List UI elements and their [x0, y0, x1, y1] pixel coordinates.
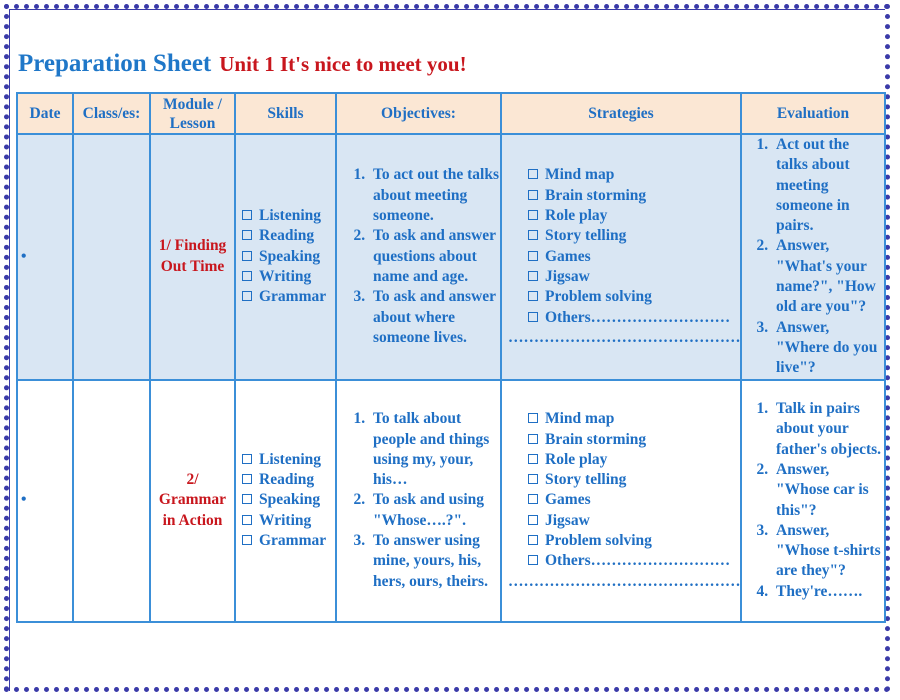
checkbox-icon[interactable]: [528, 555, 538, 565]
checkbox-icon[interactable]: [242, 454, 252, 464]
strategy-label: Jigsaw: [545, 511, 590, 529]
strategy-label: Others………………………: [545, 552, 731, 570]
objectives-cell: [336, 380, 501, 622]
strategy-blank-line: ………………………………………: [508, 328, 740, 346]
table-header-row: [17, 93, 885, 134]
checkbox-icon[interactable]: [242, 494, 252, 504]
strategy-item[interactable]: [528, 308, 740, 328]
skill-label: Grammar: [259, 532, 327, 549]
sheet-title: Preparation Sheet: [18, 50, 212, 77]
skill-label: Writing: [259, 267, 312, 285]
checkbox-icon[interactable]: [528, 312, 538, 322]
skills-cell: [235, 380, 336, 622]
checkbox-icon[interactable]: [528, 535, 538, 545]
strategy-item[interactable]: [528, 409, 740, 429]
strategy-item[interactable]: [528, 287, 740, 307]
objective-item: 1. To act out the talks about meeting someone.: [369, 165, 500, 226]
skill-item[interactable]: [242, 267, 335, 287]
skill-label: Writing: [259, 511, 312, 529]
strategy-item[interactable]: [528, 226, 740, 246]
strategy-label: Role play: [545, 207, 608, 225]
strategy-label: Story telling: [545, 471, 627, 489]
strategy-label: Problem solving: [545, 532, 652, 549]
checkbox-icon[interactable]: [242, 230, 252, 240]
objectives-cell: [336, 134, 501, 380]
evaluation-cell: [741, 380, 885, 622]
objective-item: 3. To answer using mine, yours, his, hers, ours, theirs.: [369, 531, 500, 592]
checkbox-icon[interactable]: [528, 474, 538, 484]
checkbox-icon[interactable]: [528, 271, 538, 281]
checkbox-icon[interactable]: [242, 474, 252, 484]
skill-label: Listening: [259, 450, 322, 468]
checkbox-icon[interactable]: [528, 169, 538, 179]
strategy-label: Mind map: [545, 166, 615, 184]
evaluation-item: 2. Answer, "Whose car is this"?: [772, 460, 884, 521]
strategy-item[interactable]: [528, 165, 740, 185]
col-header-objectives: Objectives:: [336, 93, 501, 134]
strategy-label: Mind map: [545, 410, 615, 428]
checkbox-icon[interactable]: [528, 515, 538, 525]
strategy-item[interactable]: [528, 267, 740, 287]
strategy-label: Others………………………: [545, 308, 731, 326]
strategy-label: Role play: [545, 450, 608, 468]
strategy-item[interactable]: [528, 511, 740, 531]
strategy-item[interactable]: [528, 450, 740, 470]
table-row: [17, 380, 885, 622]
evaluation-cell: [741, 134, 885, 380]
checkbox-icon[interactable]: [242, 251, 252, 261]
checkbox-icon[interactable]: [528, 494, 538, 504]
strategy-label: Brain storming: [545, 186, 647, 204]
checkbox-icon[interactable]: [242, 291, 252, 301]
checkbox-icon[interactable]: [528, 230, 538, 240]
col-header-module: Module / Lesson: [150, 93, 235, 134]
strategy-item[interactable]: [528, 247, 740, 267]
skill-label: Listening: [259, 207, 322, 225]
col-header-classes: Class/es:: [73, 93, 150, 134]
module-cell: 1/ Finding Out Time: [150, 134, 235, 380]
strategy-item[interactable]: [528, 186, 740, 206]
evaluation-item: 1. Act out the talks about meeting someone in pairs.: [772, 135, 884, 236]
strategies-cell: [501, 134, 741, 380]
col-header-skills: Skills: [235, 93, 336, 134]
date-cell: •: [17, 380, 73, 622]
checkbox-icon[interactable]: [528, 413, 538, 423]
checkbox-icon[interactable]: [528, 434, 538, 444]
skill-item[interactable]: [242, 470, 335, 490]
skill-item[interactable]: [242, 490, 335, 510]
skill-item[interactable]: [242, 531, 335, 551]
checkbox-icon[interactable]: [242, 271, 252, 281]
strategy-item[interactable]: [528, 470, 740, 490]
objective-item: 2. To ask and using "Whose….?".: [369, 490, 500, 531]
evaluation-item: 2. Answer, "What's your name?", "How old are you"?: [772, 236, 884, 317]
unit-title: Unit 1 It's nice to meet you!: [219, 52, 467, 76]
checkbox-icon[interactable]: [242, 535, 252, 545]
skill-item[interactable]: [242, 226, 335, 246]
strategy-item[interactable]: [528, 551, 740, 571]
module-cell: 2/ Grammar in Action: [150, 380, 235, 622]
checkbox-icon[interactable]: [242, 515, 252, 525]
skill-item[interactable]: [242, 287, 335, 307]
skill-item[interactable]: [242, 511, 335, 531]
strategy-blank-line: ………………………………………: [508, 572, 740, 590]
evaluation-item: 1. Talk in pairs about your father's objects.: [772, 399, 884, 460]
skill-label: Speaking: [259, 247, 321, 265]
checkbox-icon[interactable]: [528, 291, 538, 301]
page-title: [18, 50, 467, 78]
strategy-item[interactable]: [528, 490, 740, 510]
checkbox-icon[interactable]: [528, 210, 538, 220]
strategy-label: Story telling: [545, 227, 627, 245]
col-header-evaluation: Evaluation: [741, 93, 885, 134]
objective-item: 1. To talk about people and things using my, your, his…: [369, 409, 500, 490]
col-header-strategies: Strategies: [501, 93, 741, 134]
strategies-cell: [501, 380, 741, 622]
strategy-label: Games: [545, 247, 591, 265]
checkbox-icon[interactable]: [528, 454, 538, 464]
classes-cell: [73, 134, 150, 380]
strategy-item[interactable]: [528, 206, 740, 226]
checkbox-icon[interactable]: [528, 190, 538, 200]
col-header-date: Date: [17, 93, 73, 134]
skill-item[interactable]: [242, 450, 335, 470]
table-row: [17, 134, 885, 380]
strategy-label: Brain storming: [545, 430, 647, 448]
skill-label: Reading: [259, 471, 315, 489]
skill-label: Reading: [259, 227, 315, 245]
skill-label: Grammar: [259, 288, 327, 306]
evaluation-item: 4. They're…….: [772, 582, 884, 602]
checkbox-icon[interactable]: [528, 251, 538, 261]
evaluation-item: 3. Answer, "Whose t-shirts are they"?: [772, 521, 884, 582]
objective-item: 2. To ask and answer questions about name and age.: [369, 226, 500, 287]
strategy-label: Games: [545, 491, 591, 509]
evaluation-item: 3. Answer, "Where do you live"?: [772, 318, 884, 379]
date-cell: •: [17, 134, 73, 380]
strategy-item[interactable]: [528, 531, 740, 551]
classes-cell: [73, 380, 150, 622]
preparation-table: [16, 92, 886, 623]
strategy-label: Jigsaw: [545, 267, 590, 285]
strategy-label: Problem solving: [545, 288, 652, 306]
skill-item[interactable]: [242, 247, 335, 267]
skills-cell: [235, 134, 336, 380]
strategy-item[interactable]: [528, 430, 740, 450]
skill-item[interactable]: [242, 206, 335, 226]
objective-item: 3. To ask and answer about where someone lives.: [369, 287, 500, 348]
skill-label: Speaking: [259, 491, 321, 509]
checkbox-icon[interactable]: [242, 210, 252, 220]
